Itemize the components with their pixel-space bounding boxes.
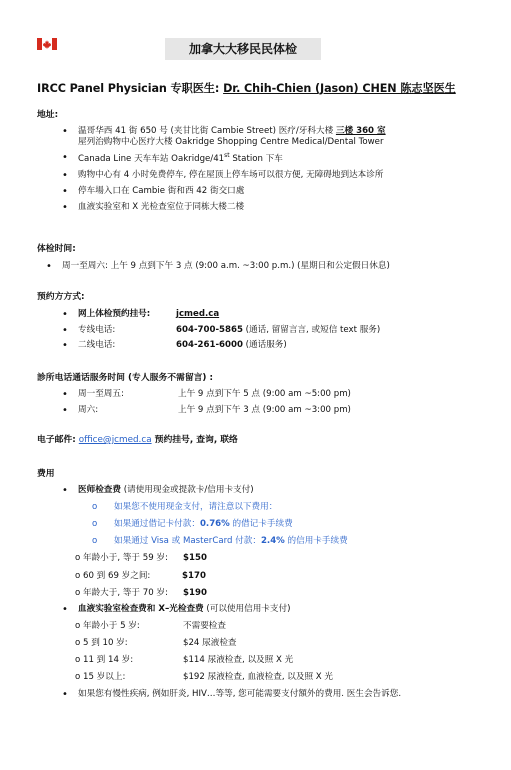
lab-fee-note: (可以使用信用卡支付) [203,604,291,614]
parking-entrance-line: 停车場入口在 Cambie 街和西 42 街交口處 [78,185,245,196]
lab-location-line: 血液实验室和 X 光检查室位于同栋大楼二楼 [78,201,245,212]
chronic-disease-footnote: 如果您有慢性疾病, 例如肝炎, HIV…等等, 您可能需要支付額外的费用. 医生会告诉您. [78,689,402,699]
saturday-label: 周六: [78,404,99,415]
service-hours-title: 診所电话通话服务时间 (专人服务不需留言) : [37,373,214,383]
booking-title: 预约方方式: [37,292,85,302]
weekday-label: 周一至周五: [78,389,124,399]
lab-fee-row [75,621,226,632]
footnote-item [56,689,496,700]
address-item [56,170,486,181]
service-hours-saturday [56,405,476,416]
transit-line: Canada Line 天车车站 Oakridge/41 [78,154,225,165]
phone1-label: 专线电话: [78,324,116,335]
transit-sup: st [224,152,230,160]
address-item [56,202,486,213]
email-label: 电子邮件: [37,435,79,445]
lab-fee-label: o 11 到 14 岁: [75,655,134,665]
lab-fee-value: $114 尿液检查, 以及照 X 光 [183,655,294,665]
booking-list [56,309,476,351]
sub-bullet: o [92,519,98,529]
address-item [56,126,486,147]
hours-item [40,261,480,272]
weekday-value: 上午 9 点到下午 5 点 (9:00 am ~5:00 pm) [178,389,351,399]
fees-title: 费用 [37,469,55,479]
phone2-number[interactable]: 604-261-6000 [176,340,243,351]
lab-fee-row [75,655,293,666]
exam-fee-note: (请使用现金或提款卡/信用卡支付) [120,485,254,495]
debit-note: 如果通过借记卡付款： [114,519,200,529]
email-link[interactable]: office@jcmed.ca [78,435,152,445]
online-label: 网上体检预约挂号: [78,309,151,319]
hours-line: 周一至周六: 上午 9 点到下午 3 点 (9:00 a.m. ~3:00 p.m.) (星期日和公定假日休息) [62,261,390,271]
sub-bullet: o [92,536,98,546]
cash-note-line [92,502,277,513]
cash-note: 如果您不使用现金支付，请注意以下费用： [114,502,278,512]
page-title [165,38,321,60]
address-title: 地址: [37,110,59,120]
footnote-list [56,689,496,700]
lab-fee-label: o 15 岁以上: [75,672,126,682]
service-hours-weekday [56,389,476,400]
debit-note-post: 的借记卡手续费 [229,519,293,529]
sub-bullet: o [92,502,98,512]
hours-title: 体检时间: [37,244,76,254]
canada-flag-icon [37,38,57,50]
age-fee-row [75,571,206,582]
online-link[interactable]: jcmed.ca [176,309,220,319]
age-fee-value: $150 [183,553,207,563]
age-fee-value: $170 [182,571,206,581]
lab-fee-value: $24 尿液检查 [183,638,237,648]
doctor-name: Dr. Chih-Chien (Jason) CHEN 陈志坚医生 [223,82,456,95]
lab-fee-value: $192 尿液检查, 血液检查, 以及照 X 光 [183,672,334,682]
email-line [37,435,238,446]
lab-fee-row [75,638,237,649]
parking-line: 购物中心有 4 小时免费停车, 停在屋顶上停车场可以很方便, 无障碍地到达本诊所 [78,170,384,181]
headline-prefix: IRCC Panel Physician 专职医生: [37,82,224,95]
exam-fee-title: 医师检查费 [78,485,121,495]
saturday-value: 上午 9 点到下午 3 点 (9:00 am ~3:00 pm) [178,404,351,415]
lab-fee-row [75,672,333,683]
transit-line-post: Station 下车 [229,154,283,165]
page-title-text: 加拿大大移民民体检 [188,41,297,56]
hours-list [40,261,480,272]
credit-note-line [92,536,348,547]
age-fee-label: o 年龄小于, 等于 59 岁: [75,553,168,563]
credit-note: 如果通过 Visa 或 MasterCard 付款： [114,536,261,546]
address-list [56,126,486,212]
age-fee-label: o 60 到 69 岁之间: [75,571,151,581]
age-fee-value: $190 [183,588,207,598]
age-fee-row [75,553,207,564]
phone2-note: (通话服务) [242,340,287,351]
credit-note-post: 的信用卡手续费 [284,536,348,546]
age-fee-label: o 年龄大于, 等于 70 岁: [75,588,168,598]
exam-fee-list [56,485,476,496]
phone2-label: 二线电话: [78,340,116,351]
phone1-note: (通话, 留留言言, 或短信 text 服务) [242,324,381,335]
exam-fee-item [56,485,476,496]
address-line1-cont: 屋列治购物中心医疗大楼 Oakridge Shopping Centre Medical/Dental Tower [78,136,384,147]
address-item [56,186,486,197]
booking-phone2 [56,340,476,351]
email-note: 预约挂号, 查询, 联络 [151,435,238,445]
booking-phone1 [56,325,476,336]
address-item [56,152,486,165]
credit-rate: 2.4% [260,536,285,546]
lab-fee-label: o 5 到 10 岁: [75,638,128,648]
address-line1: 温哥华西 41 街 650 号 (夹甘比街 Cambie Street) 医疗/牙科大楼 [78,126,336,136]
lab-fee-list [56,604,476,615]
age-fee-row [75,588,207,599]
lab-fee-value: 不需要检查 [183,621,226,631]
suite-number: 三楼 360 室 [335,126,386,136]
debit-note-line [92,519,293,530]
service-hours-list [56,389,476,415]
lab-fee-label: o 年龄小于 5 岁: [75,621,140,631]
phone1-number[interactable]: 604-700-5865 [176,324,243,335]
booking-online [56,309,476,320]
lab-fee-item [56,604,476,615]
debit-rate: 0.76% [199,519,230,529]
lab-fee-title: 血液实验室检查费和 X–光检查费 [78,604,204,614]
physician-headline [37,82,456,96]
